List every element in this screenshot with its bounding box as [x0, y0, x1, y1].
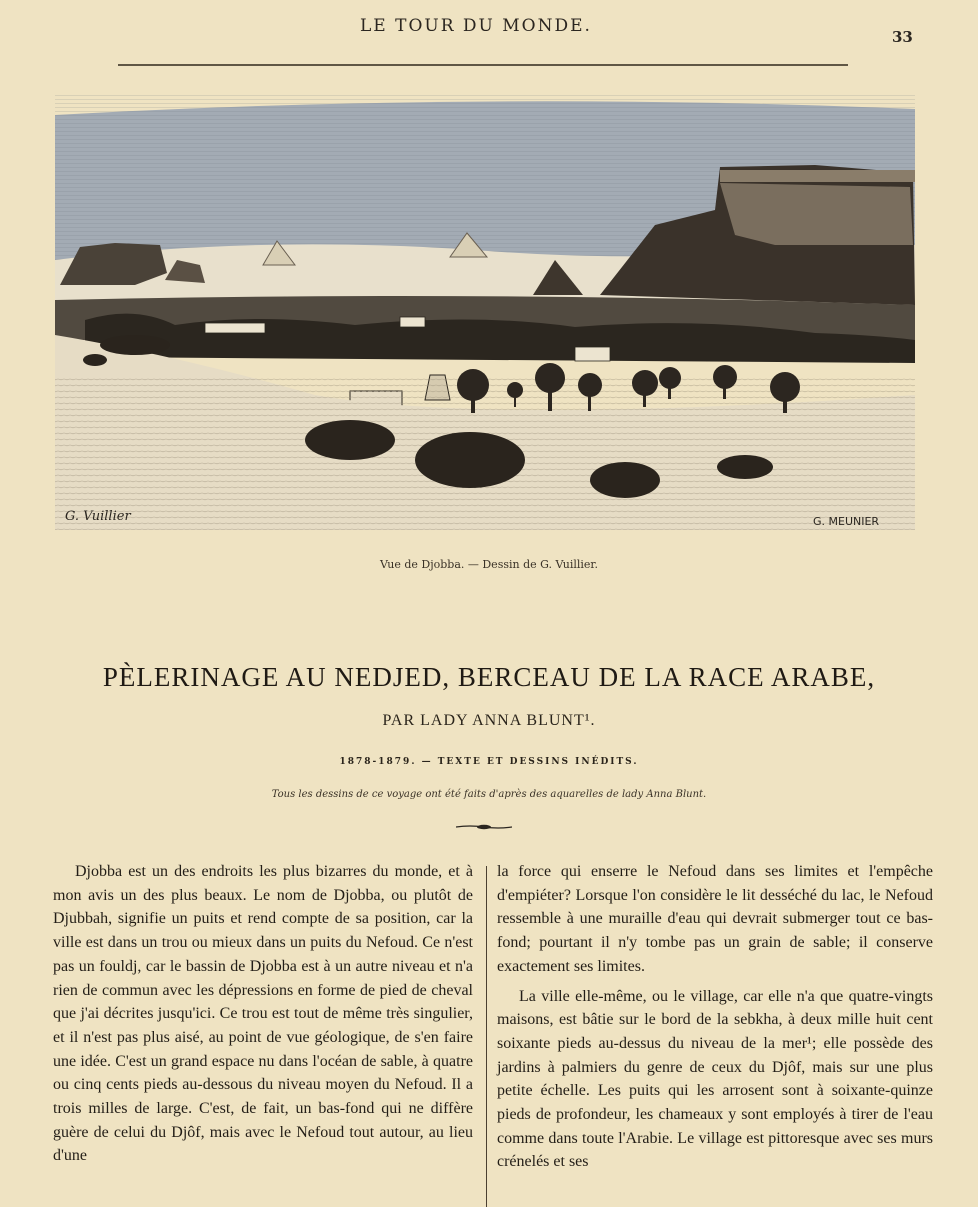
- paragraph: la force qui enserre le Nefoud dans ses limites et l'empêche d'empiéter? Lorsque l'on considère le lit desséché du lac, le Nefoud ressemble à une muraille d'eau qui devrait submerger tout ce bas-fond; pourtant il n'y tombe pas un grain de sable; il conserve exactement ses limites.: [497, 863, 933, 975]
- text-column-right: [497, 860, 933, 1174]
- paragraph: La ville elle-même, ou le village, car elle n'a que quatre-vingts maisons, est bâtie sur le bord de la sebkha, à deux mille huit cent soixante pieds au-dessus du niveau de la mer¹; elle possède des jardins à palmiers du genre de ceux du Djôf, mais sur une plus petite échelle. Les puits qui les arrosent sont à soixante-quinze pieds de profondeur, les chameaux y sont employés à tirer de l'eau comme dans toute l'Arabie. Le village est pittoresque avec ses murs crénelés et ses: [497, 987, 933, 1171]
- illustrator-signature: G. Vuillier: [65, 509, 131, 524]
- article-dates: 1878-1879. — TEXTE ET DESSINS INÉDITS.: [339, 757, 639, 767]
- ornament-dash: [456, 820, 512, 834]
- engraving-view-of-djobba: [55, 95, 915, 530]
- article-byline: PAR LADY ANNA BLUNT¹.: [382, 712, 596, 729]
- article-title: PÈLERINAGE AU NEDJED, BERCEAU DE LA RACE ARABE,: [102, 662, 876, 692]
- header-rule: [118, 64, 848, 66]
- running-title: LE TOUR DU MONDE.: [360, 16, 592, 36]
- column-divider: [486, 866, 487, 1207]
- figure-caption: Vue de Djobba. — Dessin de G. Vuillier.: [380, 558, 598, 571]
- article-note: Tous les dessins de ce voyage ont été faits d'après des aquarelles de lady Anna Blunt.: [271, 789, 707, 800]
- page-number: 33: [892, 28, 913, 46]
- engraver-signature: G. MEUNIER: [813, 515, 880, 528]
- paragraph: Djobba est un des endroits les plus bizarres du monde, et à mon avis un des plus beaux. Le nom de Djobba, ou plutôt de Djubbah, signifie un puits et rend compte de sa position, car la ville est dans un trou ou mieux dans un puits du Nefoud. Ce n'est pas un fouldj, car le bassin de Djobba est à un autre niveau et n'a rien de commun avec les dépressions en forme de pied de cheval que j'ai décrites jusqu'ici. Ce trou est tout de même très singulier, et il n'est pas plus aisé, au point de vue géologique, de s'en faire une idée. C'est un grand espace nu dans l'océan de sable, à quatre ou cinq cents pieds au-dessous du niveau moyen du Nefoud. Il a trois milles de large. C'est, de fait, un bas-fond qui ne diffère guère de celui du Djôf, mais avec le Nefoud tout autour, au lieu d'une: [53, 863, 473, 1165]
- text-column-left: [53, 860, 473, 1168]
